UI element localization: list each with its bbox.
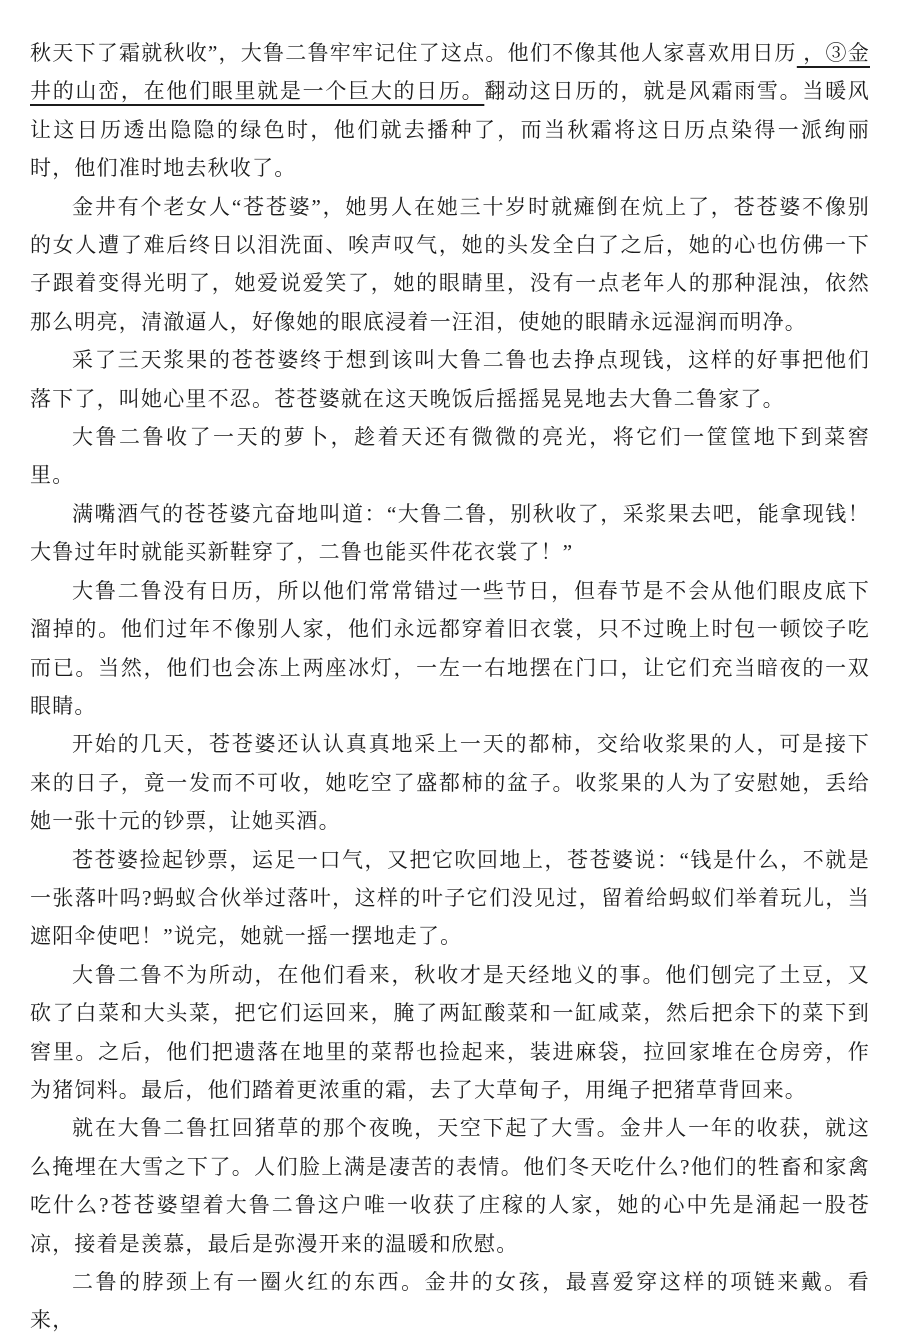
paragraph: [30, 188, 870, 342]
document-body: [30, 34, 870, 1340]
text-segment: 苍苍婆捡起钞票，运足一口气，又把它吹回地上，苍苍婆说：“钱是什么，不就是一张落叶吗?蚂蚁合伙举过落叶，这样的叶子它们没见过，留着给蚂蚁们举着玩儿，当遮阳伞使吧！”说完，她就一摇一摆地走了。: [30, 847, 870, 949]
text-segment: 满嘴酒气的苍苍婆亢奋地叫道：“大鲁二鲁，别秋收了，采浆果去吧，能拿现钱！大鲁过年时就能买新鞋穿了，二鲁也能买件花衣裳了！”: [30, 501, 870, 565]
paragraph: [30, 34, 870, 188]
paragraph: [30, 341, 870, 418]
paragraph: [30, 495, 870, 572]
paragraph: [30, 841, 870, 956]
paragraph: [30, 956, 870, 1110]
text-segment: 秋天下了霜就秋收”，大鲁二鲁牢牢记住了这点。他们不像其他人家喜欢用日历: [30, 41, 797, 65]
paragraph: [30, 572, 870, 726]
text-segment: 开始的几天，苍苍婆还认认真真地采上一天的都柿，交给收浆果的人，可是接下来的日子，竟一发而不可收，她吃空了盛都柿的盆子。收浆果的人为了安慰她，丢给她一张十元的钞票，让她买酒。: [30, 732, 870, 834]
text-segment: 翻动这日历的，就是风霜雨雪。当暖风让这日历透出隐隐的绿色时，他们就去播种了，而当秋霜将这日历点染得一派绚丽时，他们准时地去秋收了。: [30, 79, 870, 181]
paragraph: [30, 1109, 870, 1263]
text-segment: 大鲁二鲁不为所动，在他们看来，秋收才是天经地义的事。他们刨完了土豆，又砍了白菜和大头菜，把它们运回来，腌了两缸酸菜和一缸咸菜，然后把余下的菜下到窖里。之后，他们把遗落在地里的菜帮也捡起来，装进麻袋，拉回家堆在仓房旁，作为猪饲料。最后，他们踏着更浓重的霜，去了大草甸子，用绳子把猪草背回来。: [30, 962, 870, 1102]
text-segment: 采了三天浆果的苍苍婆终于想到该叫大鲁二鲁也去挣点现钱，这样的好事把他们落下了，叫她心里不忍。苍苍婆就在这天晚饭后摇摇晃晃地去大鲁二鲁家了。: [30, 348, 870, 411]
paragraph: [30, 725, 870, 840]
text-segment: 金井有个老女人“苍苍婆”，她男人在她三十岁时就瘫倒在炕上了，苍苍婆不像别的女人遭了难后终日以泪洗面、唉声叹气，她的头发全白了之后，她的心也仿佛一下子跟着变得光明了，她爱说爱笑了，她的眼睛里，没有一点老年人的那种混浊，依然那么明亮，清澈逼人，好像她的眼底浸着一汪泪，使她的眼睛永远湿润而明净。: [30, 194, 870, 334]
text-segment: 大鲁二鲁没有日历，所以他们常常错过一些节日，但春节是不会从他们眼皮底下溜掉的。他们过年不像别人家，他们永远都穿着旧衣裳，只不过晚上时包一顿饺子吃而已。当然，他们也会冻上两座冰灯，一左一右地摆在门口，让它们充当暗夜的一双眼睛。: [30, 578, 870, 718]
underlined-text: ，③金井的山峦，在他们眼里就是一个巨大的日历。: [30, 41, 870, 104]
paragraph: [30, 418, 870, 495]
text-segment: 二鲁的脖颈上有一圈火红的东西。金井的女孩，最喜爱穿这样的项链来戴。看来，: [30, 1270, 870, 1333]
paragraph: [30, 1263, 870, 1340]
text-segment: 大鲁二鲁收了一天的萝卜，趁着天还有微微的亮光，将它们一筐筐地下到菜窖里。: [30, 425, 870, 488]
text-segment: 就在大鲁二鲁扛回猪草的那个夜晚，天空下起了大雪。金井人一年的收获，就这么掩埋在大雪之下了。人们脸上满是凄苦的表情。他们冬天吃什么?他们的牲畜和家禽吃什么?苍苍婆望着大鲁二鲁这户唯一收获了庄稼的人家，她的心中先是涌起一股苍凉，接着是羡慕，最后是弥漫开来的温暖和欣慰。: [30, 1116, 870, 1256]
